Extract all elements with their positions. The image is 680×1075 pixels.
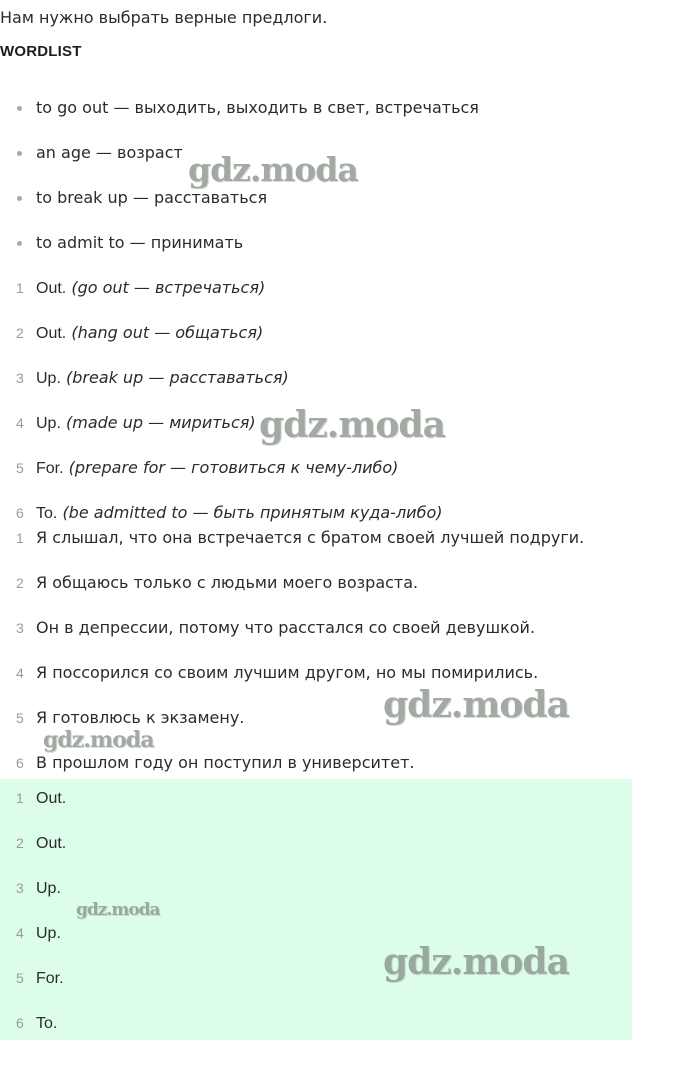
wordlist-item — [0, 86, 479, 131]
item-number: 6 — [16, 1015, 24, 1031]
final-answer-word: Out. — [36, 835, 67, 852]
answer-note: (go out — встречаться) — [71, 278, 266, 297]
wordlist-item-text: to go out — выходить, выходить в свет, встречаться — [36, 98, 479, 117]
answer-note: (prepare for — готовиться к чему-либо) — [68, 458, 399, 477]
answer-word: To. — [36, 505, 58, 522]
item-number: 1 — [16, 790, 24, 806]
answer-word: Out. — [36, 280, 67, 297]
answer-item — [0, 356, 442, 401]
watermark: gdz.moda — [76, 900, 160, 920]
answer-note: (hang out — общаться) — [71, 323, 264, 342]
wordlist-item-text: an age — возраст — [36, 143, 183, 162]
final-answer-word: For. — [36, 970, 64, 987]
translation-text: Я общаюсь только с людьми моего возраста. — [36, 573, 419, 592]
item-number: 1 — [16, 530, 24, 546]
item-number: 5 — [16, 460, 24, 476]
translation-item — [0, 561, 584, 606]
answer-word: Up. — [36, 415, 61, 432]
item-number: 2 — [16, 325, 24, 341]
answer-item — [0, 266, 442, 311]
final-answer-item — [0, 776, 66, 821]
intro-text: Нам нужно выбрать верные предлоги. — [0, 8, 328, 27]
wordlist-item-text: to break up — расставаться — [36, 188, 268, 207]
bullet-icon — [17, 106, 22, 111]
final-answer-item — [0, 821, 66, 866]
answer-note: (be admitted to — быть принятым куда-либо) — [62, 503, 443, 522]
item-number: 5 — [16, 970, 24, 986]
final-answer-item — [0, 866, 66, 911]
translation-text: Я поссорился со своим лучшим другом, но мы помирились. — [36, 663, 539, 682]
translation-text: В прошлом году он поступил в университет. — [36, 753, 415, 772]
item-number: 3 — [16, 370, 24, 386]
wordlist-item-text: to admit to — принимать — [36, 233, 244, 252]
item-number: 2 — [16, 575, 24, 591]
final-answers-list — [0, 776, 66, 1046]
watermark: gdz.moda — [383, 684, 569, 726]
watermark: gdz.moda — [188, 150, 358, 189]
bullet-icon — [17, 241, 22, 246]
translation-item — [0, 516, 584, 561]
item-number: 1 — [16, 280, 24, 296]
item-number: 2 — [16, 835, 24, 851]
item-number: 3 — [16, 880, 24, 896]
translation-item — [0, 606, 584, 651]
answer-item — [0, 446, 442, 491]
item-number: 4 — [16, 925, 24, 941]
item-number: 3 — [16, 620, 24, 636]
final-answer-word: Up. — [36, 925, 61, 942]
item-number: 5 — [16, 710, 24, 726]
answers-list — [0, 266, 442, 536]
item-number: 4 — [16, 415, 24, 431]
bullet-icon — [17, 196, 22, 201]
answer-word: Out. — [36, 325, 67, 342]
bullet-icon — [17, 151, 22, 156]
translation-text: Он в депрессии, потому что расстался со своей девушкой. — [36, 618, 536, 637]
wordlist-item — [0, 221, 479, 266]
final-answer-item — [0, 956, 66, 1001]
item-number: 6 — [16, 755, 24, 771]
final-answer-item — [0, 911, 66, 956]
answer-note: (made up — мириться) — [66, 413, 256, 432]
final-answer-item — [0, 1001, 66, 1046]
answer-word: Up. — [36, 370, 61, 387]
final-answer-word: To. — [36, 1015, 58, 1032]
watermark: gdz.moda — [383, 941, 569, 983]
answer-note: (break up — расставаться) — [66, 368, 289, 387]
wordlist-heading: WORDLIST — [0, 43, 82, 60]
final-answer-word: Out. — [36, 790, 67, 807]
answer-item — [0, 311, 442, 356]
watermark: gdz.moda — [259, 404, 445, 446]
translation-text: Я готовлюсь к экзамену. — [36, 708, 245, 727]
answer-word: For. — [36, 460, 64, 477]
final-answer-word: Up. — [36, 880, 61, 897]
translation-text: Я слышал, что она встречается с братом своей лучшей подруги. — [36, 528, 585, 547]
item-number: 6 — [16, 505, 24, 521]
watermark: gdz.moda — [43, 727, 154, 753]
item-number: 4 — [16, 665, 24, 681]
